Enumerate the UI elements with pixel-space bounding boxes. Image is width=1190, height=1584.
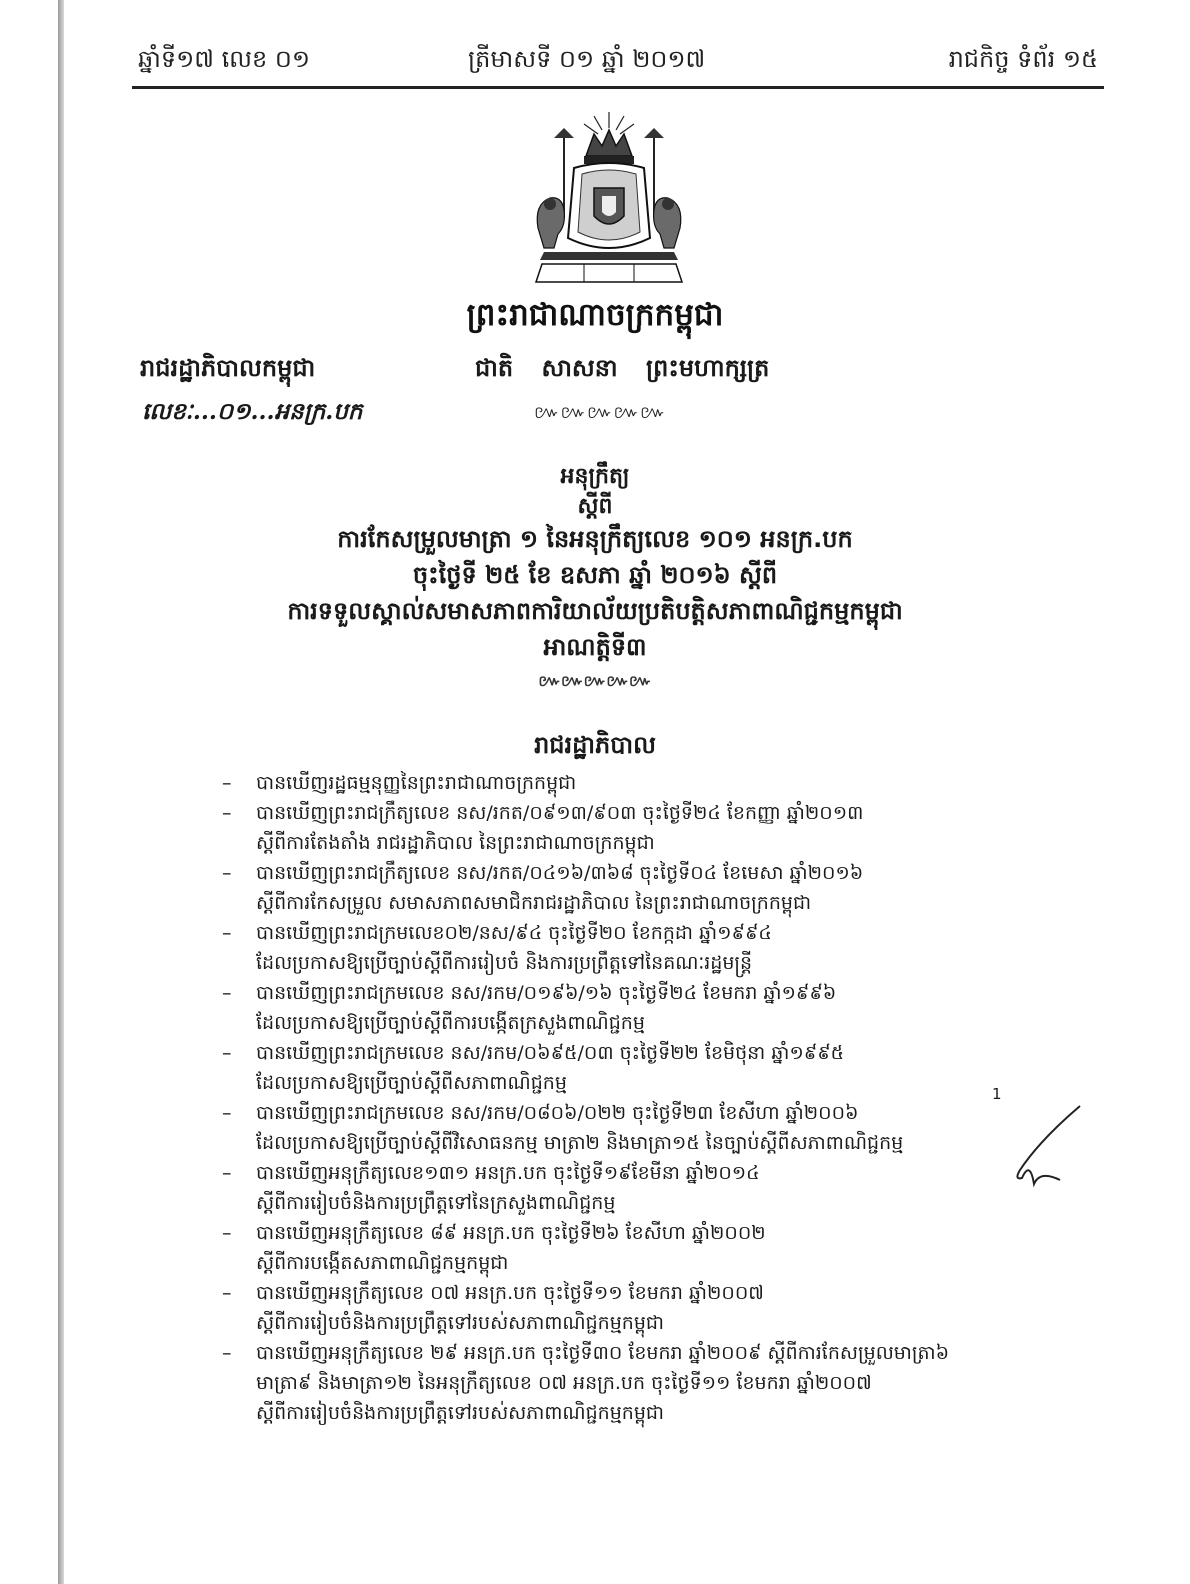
government-name: រាជរដ្ឋាភិបាលកម្ពុជា	[140, 354, 316, 382]
document-number: លេខៈ...០១...អនក្រ.បក	[142, 398, 363, 425]
gazette-year-issue: ឆ្នាំទី១៧ លេខ ០១	[138, 45, 311, 73]
considerations-list	[222, 768, 1042, 1428]
decree-title-line-2: ចុះថ្ងៃទី ២៥ ខែ ឧសភា ឆ្នាំ ២០១៦ ស្តីពី	[412, 561, 778, 589]
ornament-divider: ៚៚៚៚៚	[534, 402, 667, 423]
list-item: – បានឃើញអនុក្រឹត្យលេខ ៨៩ អនក្រ.បក ចុះថ្ងៃទី២៦ ខែសីហា ឆ្នាំ២០០២ ស្តីពីការបង្កើតសភាពាណិជ្ជកម្មកម្ពុជា	[222, 1222, 766, 1274]
list-item: – បានឃើញព្រះរាជក្រមលេខ០២/នស/៩៤ ចុះថ្ងៃទី២០ ខែកក្កដា ឆ្នាំ១៩៩៤ ដែលប្រកាសឱ្យប្រើច្បាប់ស្តីពីការរៀបចំ និងការប្រព្រឹត្តទៅនៃគណៈរដ្ឋមន្ត្រី	[222, 922, 772, 974]
national-motto: ជាតិ សាសនា ព្រះមហាក្សត្រ	[475, 354, 770, 382]
list-item: – បានឃើញព្រះរាជក្រឹត្យលេខ នស/រកត/០៩១៣/៩០៣ ចុះថ្ងៃទី២៤ ខែកញ្ញា ឆ្នាំ២០១៣ ស្តីពីការតែងតាំង រាជរដ្ឋាភិបាល នៃព្រះរាជាណាចក្រកម្ពុជា	[222, 802, 864, 854]
gazette-quarter: ត្រីមាសទី ០១ ឆ្នាំ ២០១៧	[468, 45, 706, 73]
list-item: – បានឃើញព្រះរាជក្រមលេខ នស/រកម/០៦៩៥/០៣ ចុះថ្ងៃទី២២ ខែមិថុនា ឆ្នាំ១៩៩៥ ដែលប្រកាសឱ្យប្រើច្បាប់ស្តីពីសភាពាណិជ្ជកម្ម	[222, 1042, 845, 1094]
list-item: – បានឃើញរដ្ឋធម្មនុញ្ញនៃព្រះរាជាណាចក្រកម្ពុជា	[222, 772, 577, 794]
kingdom-title: ព្រះរាជាណាចក្រកម្ពុជា	[466, 297, 724, 333]
decree-type: អនុក្រឹត្យ	[560, 464, 630, 489]
page-binding-edge	[58, 0, 64, 1584]
initial-signature-icon	[1000, 1100, 1100, 1190]
gazette-header	[138, 40, 1098, 84]
list-item: – បានឃើញអនុក្រឹត្យលេខ១៣១ អនក្រ.បក ចុះថ្ងៃទី១៩ខែមីនា ឆ្នាំ២០១៤ ស្តីពីការរៀបចំនិងការប្រព្រឹត្តទៅនៃក្រសួងពាណិជ្ជកម្ម	[222, 1162, 760, 1214]
list-item: – បានឃើញព្រះរាជក្រឹត្យលេខ នស/រកត/០៤១៦/៣៦៨ ចុះថ្ងៃទី០៤ ខែមេសា ឆ្នាំ២០១៦ ស្តីពីការកែសម្រួល សមាសភាពសមាជិករាជរដ្ឋាភិបាល នៃព្រះរាជាណាចក្រកម្ពុជា	[222, 862, 864, 914]
decree-title-line-4: អាណត្តិទី៣	[543, 633, 647, 661]
decree-title-block	[0, 462, 1190, 694]
decree-title-line-1: ការកែសម្រួលមាត្រា ១ នៃអនុក្រឹត្យលេខ ១០១ អនក្រ.បក	[337, 525, 853, 553]
list-item: – បានឃើញព្រះរាជក្រមលេខ នស/រកម/០៨០៦/០២២ ចុះថ្ងៃទី២៣ ខែសីហា ឆ្នាំ២០០៦ ដែលប្រកាសឱ្យប្រើច្បាប់ស្តីពីវិសោធនកម្ម មាត្រា២ និងមាត្រា១៥ នៃច្បាប់ស្តីពីសភាពាណិជ្ជកម្ម	[222, 1102, 904, 1154]
decree-title-line-3: ការទទួលស្គាល់សមាសភាពការិយាល័យប្រតិបត្តិសភាពាណិជ្ជកម្មកម្ពុជា	[287, 597, 903, 625]
gazette-page: រាជកិច្ច ទំព័រ ១៥	[948, 45, 1098, 73]
header-rule	[132, 86, 1104, 89]
section-heading: រាជរដ្ឋាភិបាល	[534, 731, 656, 759]
royal-coat-of-arms-icon	[524, 108, 694, 288]
list-item: – បានឃើញអនុក្រឹត្យលេខ ២៩ អនក្រ.បក ចុះថ្ងៃទី៣០ ខែមករា ឆ្នាំ២០០៩ ស្តីពីការកែសម្រួលមាត្រា៦ មាត្រា៩ និងមាត្រា១២ នៃអនុក្រឹត្យលេខ ០៧ អនក្រ.បក ចុះថ្ងៃទី១១ ខែមករា ឆ្នាំ២០០៧ ស្តីពីការរៀបចំនិងការប្រព្រឹត្តទៅរបស់សភាពាណិជ្ជកម្មកម្ពុជា	[222, 1342, 950, 1424]
list-item: – បានឃើញព្រះរាជក្រមលេខ នស/រកម/០១៩៦/១៦ ចុះថ្ងៃទី២៤ ខែមករា ឆ្នាំ១៩៩៦ ដែលប្រកាសឱ្យប្រើច្បាប់ស្តីពីការបង្កើតក្រសួងពាណិជ្ជកម្ម	[222, 982, 837, 1034]
title-ornament: ៚៚៚៚៚	[538, 671, 652, 690]
list-item: – បានឃើញអនុក្រឹត្យលេខ ០៧ អនក្រ.បក ចុះថ្ងៃទី១១ ខែមករា ឆ្នាំ២០០៧ ស្តីពីការរៀបចំនិងការប្រព្រឹត្តទៅរបស់សភាពាណិជ្ជកម្មកម្ពុជា	[222, 1282, 764, 1334]
page-number: 1	[992, 1085, 1002, 1103]
decree-about: ស្តីពី	[577, 494, 613, 519]
